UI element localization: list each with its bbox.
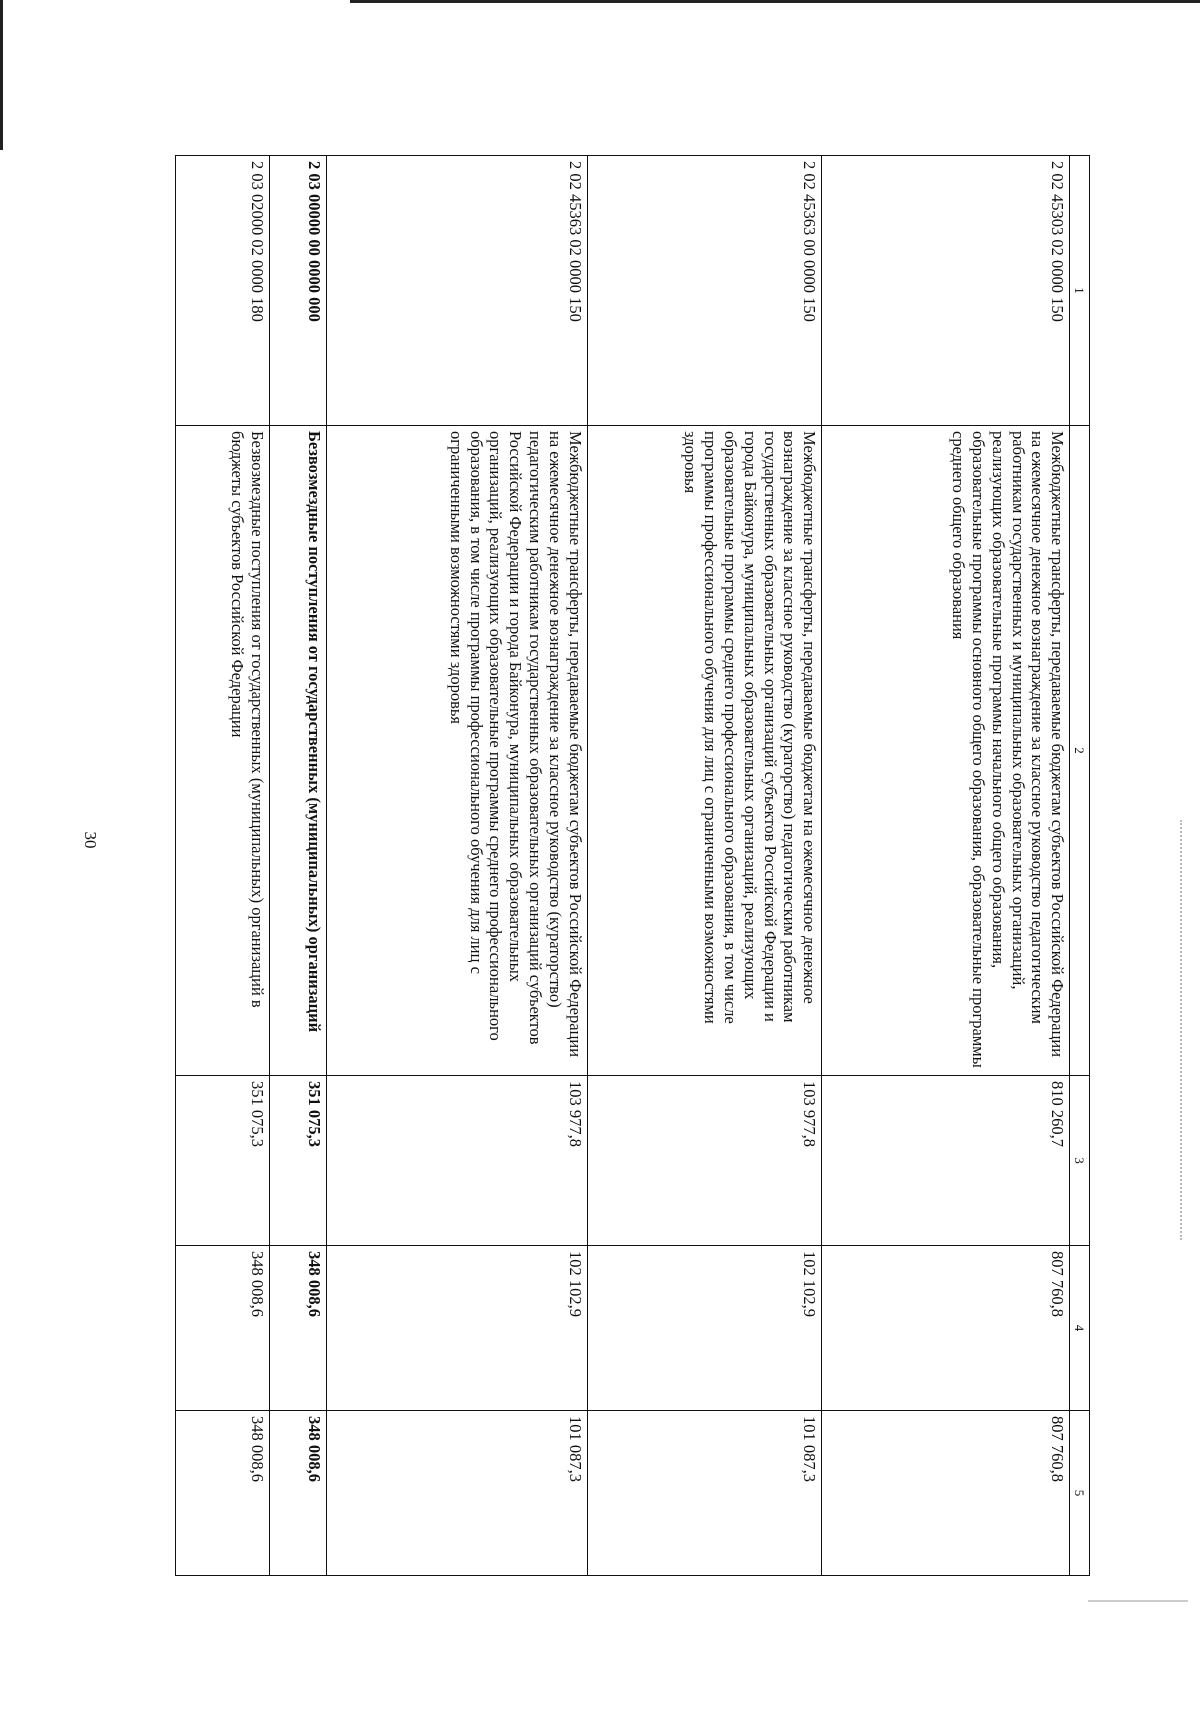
table-row: [822, 156, 1070, 1576]
table-row: [327, 156, 588, 1576]
row-value-5: 348 008,6: [176, 1411, 270, 1576]
row-value-5: 101 087,3: [327, 1411, 588, 1576]
table-row: [269, 156, 326, 1576]
row-value-5: 807 760,8: [822, 1411, 1070, 1576]
row-value-3: 351 075,3: [176, 1076, 270, 1246]
table-row: [176, 156, 270, 1576]
row-value-4: 102 102,9: [587, 1246, 821, 1411]
row-value-4: 348 008,6: [269, 1246, 326, 1411]
row-code: 2 03 00000 00 0000 000: [269, 156, 326, 426]
row-code: 2 02 45363 00 0000 150: [587, 156, 821, 426]
row-name: Межбюджетные трансферты, передаваемые бюджетам субъектов Российской Федерации на ежемесячное денежное вознаграждение за классное руководство (кураторство) педагогическим работникам государственных образовательных организаций субъектов Российской Федерации и города Байконура, муниципальных образовательных организаций, реализующих образовательные программы среднего профессионального образования, в том числе программы профессионального обучения для лиц с ограниченными возможностями здоровья: [327, 426, 588, 1076]
budget-table: [175, 155, 1090, 1576]
row-value-3: 103 977,8: [327, 1076, 588, 1246]
column-number-2: 2: [1070, 426, 1090, 1076]
row-value-5: 101 087,3: [587, 1411, 821, 1576]
row-value-3: 351 075,3: [269, 1076, 326, 1246]
row-code: 2 02 45303 02 0000 150: [822, 156, 1070, 426]
scan-artifact: [1180, 820, 1185, 1240]
row-value-3: 103 977,8: [587, 1076, 821, 1246]
row-code: 2 02 45363 02 0000 150: [327, 156, 588, 426]
row-value-5: 348 008,6: [269, 1411, 326, 1576]
table-header-row: [1070, 156, 1090, 1576]
column-number-1: 1: [1070, 156, 1090, 426]
row-value-4: 102 102,9: [327, 1246, 588, 1411]
page-number: 30: [81, 831, 100, 849]
column-number-3: 3: [1070, 1076, 1090, 1246]
scan-edge-top: [350, 0, 1200, 3]
table-row: [587, 156, 821, 1576]
rotated-table-container: [175, 155, 1090, 1575]
row-name: Межбюджетные трансферты, передаваемые бюджетам субъектов Российской Федерации на ежемесячное денежное вознаграждение за классное руководство педагогическим работникам государственных и муниципальных образовательных организаций, реализующих образовательные программы начального общего образования, образовательные программы основного общего образования, образовательные программы среднего общего образования: [822, 426, 1070, 1076]
row-value-4: 807 760,8: [822, 1246, 1070, 1411]
row-name: Безвозмездные поступления от государственных (муниципальных) организаций в бюджеты субъектов Российской Федерации: [176, 426, 270, 1076]
row-value-4: 348 008,6: [176, 1246, 270, 1411]
row-code: 2 03 02000 02 0000 180: [176, 156, 270, 426]
column-number-5: 5: [1070, 1411, 1090, 1576]
scan-artifact: [1088, 1600, 1188, 1602]
column-number-4: 4: [1070, 1246, 1090, 1411]
row-value-3: 810 260,7: [822, 1076, 1070, 1246]
row-name: Безвозмездные поступления от государственных (муниципальных) организаций: [269, 426, 326, 1076]
row-name: Межбюджетные трансферты, передаваемые бюджетам на ежемесячное денежное вознаграждение за классное руководство (кураторство) педагогическим работникам государственных образовательных организаций субъектов Российской Федерации и города Байконура, муниципальных образовательных организаций, реализующих образовательные программы среднего профессионального образования, в том числе программы профессионального обучения для лиц с ограниченными возможностями здоровья: [587, 426, 821, 1076]
scan-edge-left: [0, 0, 3, 150]
